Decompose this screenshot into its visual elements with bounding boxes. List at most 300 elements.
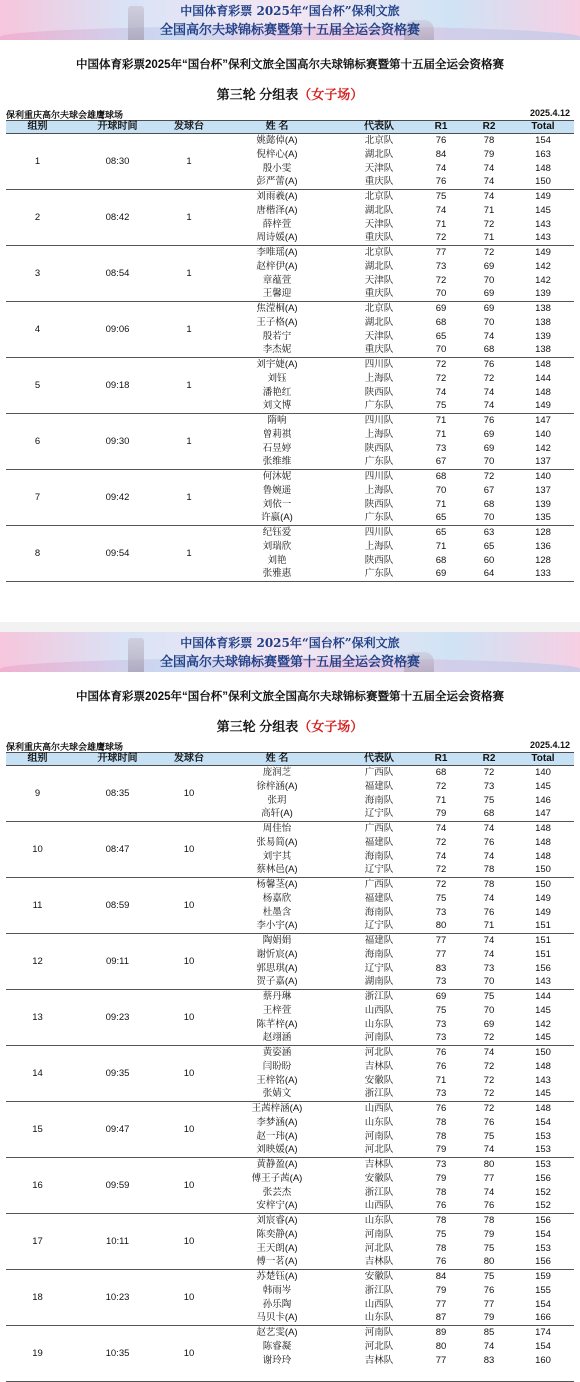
player-name: 周诗媛(A) xyxy=(256,232,298,244)
player-list xyxy=(212,358,574,413)
event-banner xyxy=(0,632,580,672)
player-name: 庞润芝 xyxy=(262,767,292,778)
group-number: 15 xyxy=(32,1124,43,1135)
player-r2: 83 xyxy=(483,1354,495,1366)
player-total: 140 xyxy=(535,767,551,778)
player-total: 149 xyxy=(535,892,551,904)
player-name: 陈奕静(A) xyxy=(256,1228,298,1240)
tee-number: 10 xyxy=(183,956,195,967)
player-row xyxy=(212,919,574,933)
player-name: 郭思琪(A) xyxy=(256,962,298,974)
player-total: 155 xyxy=(535,1284,551,1296)
player-team: 湖北队 xyxy=(364,316,394,328)
player-r1: 65 xyxy=(435,527,447,538)
player-r1: 76 xyxy=(435,1103,447,1114)
player-row xyxy=(212,287,574,301)
player-name: 李梦涵(A) xyxy=(256,1116,298,1128)
group-number: 17 xyxy=(32,1236,43,1247)
tee-time: 10:23 xyxy=(105,1292,130,1303)
player-total: 154 xyxy=(535,135,551,146)
group-block xyxy=(6,1102,574,1158)
player-team: 吉林队 xyxy=(364,1060,394,1072)
banner-line-2: 全国高尔夫球锦标赛暨第十五届全运会资格赛 xyxy=(159,655,420,670)
player-row xyxy=(212,1172,574,1186)
player-r1: 73 xyxy=(435,442,447,454)
player-name: 周佳怡 xyxy=(262,823,292,834)
round-category: （女子场） xyxy=(298,719,364,734)
player-team: 河北队 xyxy=(364,1340,394,1352)
player-team: 陕西队 xyxy=(364,554,394,566)
player-r2: 73 xyxy=(483,962,495,974)
player-team: 河北队 xyxy=(364,1144,394,1156)
player-row xyxy=(212,822,574,836)
player-total: 151 xyxy=(535,935,551,946)
player-team: 广东队 xyxy=(364,512,394,524)
player-r1: 76 xyxy=(435,1200,447,1212)
player-row xyxy=(212,780,574,794)
player-total: 147 xyxy=(535,808,551,820)
player-total: 150 xyxy=(535,1047,551,1058)
player-name: 张维维 xyxy=(262,456,292,468)
player-team: 浙江队 xyxy=(364,1088,394,1100)
tee-number: 10 xyxy=(183,844,195,855)
player-row xyxy=(212,1116,574,1130)
player-list xyxy=(212,414,574,469)
player-total: 140 xyxy=(535,471,551,482)
player-r1: 70 xyxy=(435,344,447,356)
player-list xyxy=(212,878,574,933)
player-r1: 77 xyxy=(435,1298,447,1310)
player-team: 山东队 xyxy=(364,1312,394,1324)
player-total: 156 xyxy=(535,1215,551,1226)
player-row xyxy=(212,484,574,498)
schedule-sheet-1 xyxy=(0,0,580,622)
player-r2: 75 xyxy=(483,991,495,1002)
player-total: 148 xyxy=(535,386,551,398)
player-row xyxy=(212,330,574,344)
tee-number: 1 xyxy=(186,548,192,559)
player-total: 139 xyxy=(535,330,551,342)
player-row xyxy=(212,399,574,413)
tee-number: 1 xyxy=(186,268,192,279)
header-tee-time: 开球时间 xyxy=(97,121,138,132)
player-r1: 71 xyxy=(435,218,447,230)
player-r2: 72 xyxy=(483,1032,495,1044)
player-team: 山西队 xyxy=(364,1103,394,1114)
player-r2: 76 xyxy=(483,359,495,370)
player-total: 163 xyxy=(535,148,551,160)
header-tee: 发球台 xyxy=(174,121,204,132)
player-team: 湖北队 xyxy=(364,260,394,272)
player-row xyxy=(212,807,574,821)
player-r1: 77 xyxy=(435,935,447,946)
player-r1: 80 xyxy=(435,1340,447,1352)
player-r2: 75 xyxy=(483,1130,495,1142)
player-team: 四川队 xyxy=(364,471,394,482)
player-r1: 75 xyxy=(435,1228,447,1240)
player-r1: 78 xyxy=(435,1186,447,1198)
player-r2: 69 xyxy=(483,260,495,272)
tee-time: 09:30 xyxy=(105,436,130,447)
player-team: 广东队 xyxy=(364,456,394,468)
player-row xyxy=(212,554,574,568)
player-r1: 72 xyxy=(435,274,447,286)
player-team: 山东队 xyxy=(364,1215,394,1226)
player-r1: 76 xyxy=(435,1256,447,1268)
group-number: 10 xyxy=(32,844,43,855)
player-team: 重庆队 xyxy=(364,176,394,188)
player-r2: 74 xyxy=(483,176,495,188)
player-name: 薛梓萱 xyxy=(262,218,292,230)
player-team: 河南队 xyxy=(364,1032,394,1044)
player-team: 广西队 xyxy=(364,823,394,834)
player-r1: 68 xyxy=(435,554,447,566)
player-row xyxy=(212,260,574,274)
player-r2: 71 xyxy=(483,232,495,244)
player-name: 陈睿凝 xyxy=(262,1340,292,1352)
player-r2: 74 xyxy=(483,1144,495,1156)
player-r2: 72 xyxy=(483,1103,495,1114)
player-total: 137 xyxy=(535,484,551,496)
tee-time: 10:11 xyxy=(105,1236,130,1247)
player-name: 刘文博 xyxy=(262,400,292,412)
banner-line-1: 中国体育彩票 2025年“国台杯”保利文旅 xyxy=(180,636,400,650)
header-tee-time: 开球时间 xyxy=(97,753,138,764)
player-team: 山西队 xyxy=(364,1298,394,1310)
tee-time: 08:42 xyxy=(105,212,130,223)
group-number: 19 xyxy=(32,1348,43,1359)
event-title: 中国体育彩票2025年“国台杯”保利文旅全国高尔夫球锦标赛暨第十五届全运会资格赛 xyxy=(75,691,505,703)
group-block xyxy=(6,190,574,246)
player-name: 孙乐陶 xyxy=(262,1298,292,1310)
player-r2: 74 xyxy=(483,850,495,862)
player-total: 143 xyxy=(535,1074,551,1086)
player-r1: 65 xyxy=(435,330,447,342)
player-row xyxy=(212,372,574,386)
player-r1: 72 xyxy=(435,359,447,370)
player-team: 上海队 xyxy=(364,428,394,440)
player-row xyxy=(212,766,574,780)
player-row xyxy=(212,850,574,864)
player-team: 北京队 xyxy=(364,247,394,258)
tee-time: 09:54 xyxy=(105,548,130,559)
player-name: 何沐妮 xyxy=(262,471,292,482)
tee-number: 10 xyxy=(183,1348,195,1359)
player-r2: 79 xyxy=(483,1228,495,1240)
player-team: 浙江队 xyxy=(364,991,394,1002)
player-team: 山东队 xyxy=(364,1018,394,1030)
player-list xyxy=(212,822,574,877)
player-row xyxy=(212,246,574,260)
player-name: 石昱婷 xyxy=(262,442,292,454)
group-number: 14 xyxy=(32,1068,43,1079)
player-list xyxy=(212,1326,574,1381)
player-r1: 79 xyxy=(435,1144,447,1156)
banner-line-1: 中国体育彩票 2025年“国台杯”保利文旅 xyxy=(180,4,400,18)
player-name: 潘艳红 xyxy=(262,386,292,398)
player-total: 152 xyxy=(535,1200,551,1212)
player-row xyxy=(212,1354,574,1368)
player-row xyxy=(212,470,574,484)
player-name: 黄静盈(A) xyxy=(256,1159,298,1170)
player-row xyxy=(212,1060,574,1074)
player-list xyxy=(212,134,574,189)
player-r2: 74 xyxy=(483,1047,495,1058)
player-team: 吉林队 xyxy=(364,1354,394,1366)
player-row xyxy=(212,1242,574,1256)
player-team: 上海队 xyxy=(364,484,394,496)
header-team: 代表队 xyxy=(364,753,394,764)
venue-name: 保利重庆高尔夫球会雄鹰球场 xyxy=(6,110,124,120)
group-number: 16 xyxy=(32,1180,43,1191)
tee-number: 1 xyxy=(186,492,192,503)
player-r2: 76 xyxy=(483,415,495,426)
player-total: 149 xyxy=(535,906,551,918)
player-row xyxy=(212,1228,574,1242)
player-name: 赵梓伊(A) xyxy=(256,260,298,272)
player-total: 145 xyxy=(535,1004,551,1016)
group-block xyxy=(6,246,574,302)
player-total: 133 xyxy=(535,568,551,580)
player-row xyxy=(212,498,574,512)
player-list xyxy=(212,1214,574,1269)
group-block xyxy=(6,990,574,1046)
player-row xyxy=(212,134,574,148)
group-number: 2 xyxy=(34,212,41,223)
player-name: 鲁婉遥 xyxy=(262,484,292,496)
player-r1: 73 xyxy=(435,1018,447,1030)
player-name: 王梓铭(A) xyxy=(256,1074,298,1086)
player-team: 辽宁队 xyxy=(364,808,394,820)
group-number: 7 xyxy=(34,492,41,503)
player-r1: 69 xyxy=(435,303,447,314)
player-team: 湖南队 xyxy=(364,976,394,988)
player-row xyxy=(212,175,574,189)
round-label: 第三轮 分组表 xyxy=(216,719,299,734)
player-name: 蔡林邑(A) xyxy=(256,864,298,876)
player-r2: 75 xyxy=(483,1271,495,1282)
tee-time: 09:47 xyxy=(105,1124,130,1135)
player-r2: 74 xyxy=(483,191,495,202)
player-r2: 67 xyxy=(483,484,495,496)
player-r1: 71 xyxy=(435,1074,447,1086)
player-r1: 78 xyxy=(435,1116,447,1128)
player-team: 天津队 xyxy=(364,162,394,174)
player-total: 154 xyxy=(535,1116,551,1128)
player-row xyxy=(212,1270,574,1284)
player-total: 145 xyxy=(535,1032,551,1044)
player-r1: 76 xyxy=(435,176,447,188)
player-row xyxy=(212,358,574,372)
player-row xyxy=(212,302,574,316)
player-row xyxy=(212,863,574,877)
player-r2: 74 xyxy=(483,1186,495,1198)
player-team: 重庆队 xyxy=(364,288,394,300)
player-total: 154 xyxy=(535,1340,551,1352)
player-r2: 72 xyxy=(483,218,495,230)
player-r1: 72 xyxy=(435,232,447,244)
player-total: 146 xyxy=(535,794,551,806)
event-banner xyxy=(0,0,580,40)
player-r2: 78 xyxy=(483,135,495,146)
header-name: 姓 名 xyxy=(265,753,289,764)
player-total: 153 xyxy=(535,1144,551,1156)
player-name: 韩雨岑 xyxy=(262,1284,292,1296)
player-r2: 69 xyxy=(483,442,495,454)
player-r1: 71 xyxy=(435,415,447,426)
player-r1: 68 xyxy=(435,767,447,778)
tee-number: 1 xyxy=(186,156,192,167)
player-team: 陕西队 xyxy=(364,498,394,510)
player-name: 张芸杰 xyxy=(262,1186,292,1198)
header-group: 组别 xyxy=(27,753,48,764)
player-name: 焦滢桐(A) xyxy=(256,303,298,314)
player-team: 辽宁队 xyxy=(364,920,394,932)
player-row xyxy=(212,526,574,540)
player-total: 143 xyxy=(535,976,551,988)
player-row xyxy=(212,1284,574,1298)
player-row xyxy=(212,343,574,357)
schedule-sheet-2 xyxy=(0,632,580,1382)
player-name: 张玥 xyxy=(267,794,287,806)
player-team: 河南队 xyxy=(364,1228,394,1240)
player-r2: 78 xyxy=(483,864,495,876)
player-team: 安徽队 xyxy=(364,1074,394,1086)
player-r1: 76 xyxy=(435,1047,447,1058)
player-team: 陕西队 xyxy=(364,386,394,398)
player-r2: 76 xyxy=(483,1284,495,1296)
player-total: 137 xyxy=(535,456,551,468)
player-total: 148 xyxy=(535,359,551,370)
player-row xyxy=(212,442,574,456)
group-block xyxy=(6,526,574,582)
player-r1: 76 xyxy=(435,135,447,146)
player-team: 河北队 xyxy=(364,1047,394,1058)
player-r1: 73 xyxy=(435,906,447,918)
player-r1: 70 xyxy=(435,484,447,496)
player-team: 湖北队 xyxy=(364,204,394,216)
player-total: 151 xyxy=(535,920,551,932)
player-team: 浙江队 xyxy=(364,1186,394,1198)
player-name: 黄姿涵 xyxy=(262,1047,292,1058)
group-block xyxy=(6,414,574,470)
player-list xyxy=(212,190,574,245)
player-name: 刘艳 xyxy=(267,554,287,566)
player-list xyxy=(212,766,574,821)
header-group: 组别 xyxy=(27,121,48,132)
round-category: （女子场） xyxy=(298,87,364,102)
player-total: 150 xyxy=(535,879,551,890)
player-row xyxy=(212,892,574,906)
player-team: 福建队 xyxy=(364,892,394,904)
player-total: 128 xyxy=(535,527,551,538)
player-r2: 74 xyxy=(483,400,495,412)
player-team: 北京队 xyxy=(364,191,394,202)
player-total: 128 xyxy=(535,554,551,566)
player-total: 148 xyxy=(535,162,551,174)
group-number: 13 xyxy=(32,1012,43,1023)
player-team: 陕西队 xyxy=(364,442,394,454)
group-block xyxy=(6,358,574,414)
player-name: 赵翊涵 xyxy=(262,1032,292,1044)
player-row xyxy=(212,962,574,976)
player-row xyxy=(212,148,574,162)
player-row xyxy=(212,386,574,400)
player-name: 王梓萱 xyxy=(262,1004,292,1016)
player-team: 安徽队 xyxy=(364,1172,394,1184)
tee-time: 08:35 xyxy=(105,788,130,799)
event-title: 中国体育彩票2025年“国台杯”保利文旅全国高尔夫球锦标赛暨第十五届全运会资格赛 xyxy=(75,59,505,71)
player-team: 北京队 xyxy=(364,303,394,314)
player-r2: 70 xyxy=(483,316,495,328)
player-team: 四川队 xyxy=(364,359,394,370)
player-r2: 64 xyxy=(483,568,495,580)
player-team: 福建队 xyxy=(364,780,394,792)
player-total: 138 xyxy=(535,316,551,328)
tee-time: 08:54 xyxy=(105,268,130,279)
tee-time: 09:18 xyxy=(105,380,130,391)
player-row xyxy=(212,316,574,330)
banner-line-2: 全国高尔夫球锦标赛暨第十五届全运会资格赛 xyxy=(159,23,420,38)
player-r1: 75 xyxy=(435,191,447,202)
group-block xyxy=(6,1158,574,1214)
player-team: 吉林队 xyxy=(364,1256,394,1268)
tee-time: 09:42 xyxy=(105,492,130,503)
player-total: 152 xyxy=(535,1186,551,1198)
player-team: 重庆队 xyxy=(364,232,394,244)
player-total: 136 xyxy=(535,540,551,552)
player-team: 浙江队 xyxy=(364,1284,394,1296)
tee-time: 08:30 xyxy=(105,156,130,167)
player-r2: 76 xyxy=(483,836,495,848)
player-r1: 71 xyxy=(435,540,447,552)
player-team: 广东队 xyxy=(364,568,394,580)
player-team: 上海队 xyxy=(364,372,394,384)
group-block xyxy=(6,1326,574,1382)
player-name: 殷小雯 xyxy=(262,162,292,174)
player-r2: 70 xyxy=(483,512,495,524)
player-list xyxy=(212,990,574,1045)
player-r2: 74 xyxy=(483,162,495,174)
player-r1: 78 xyxy=(435,1130,447,1142)
player-total: 159 xyxy=(535,1271,551,1282)
group-number: 8 xyxy=(34,548,41,559)
player-total: 153 xyxy=(535,1130,551,1142)
player-row xyxy=(212,414,574,428)
player-name: 刘钰 xyxy=(267,372,287,384)
player-total: 142 xyxy=(535,274,551,286)
player-name: 刘宇婕(A) xyxy=(256,359,298,370)
player-r1: 79 xyxy=(435,808,447,820)
player-r2: 74 xyxy=(483,823,495,834)
player-r1: 69 xyxy=(435,991,447,1002)
player-team: 河南队 xyxy=(364,1130,394,1142)
player-r1: 72 xyxy=(435,864,447,876)
event-date: 2025.4.12 xyxy=(529,740,570,750)
player-row xyxy=(212,231,574,245)
player-r2: 71 xyxy=(483,920,495,932)
player-team: 辽宁队 xyxy=(364,864,394,876)
group-number: 6 xyxy=(34,436,41,447)
player-name: 李小宇(A) xyxy=(256,920,298,932)
player-row xyxy=(212,1311,574,1325)
player-name: 杜墨含 xyxy=(262,906,292,918)
player-list xyxy=(212,1158,574,1213)
player-r2: 74 xyxy=(483,892,495,904)
player-name: 陈芊梓(A) xyxy=(256,1018,298,1030)
player-row xyxy=(212,1326,574,1340)
player-total: 144 xyxy=(535,991,551,1002)
